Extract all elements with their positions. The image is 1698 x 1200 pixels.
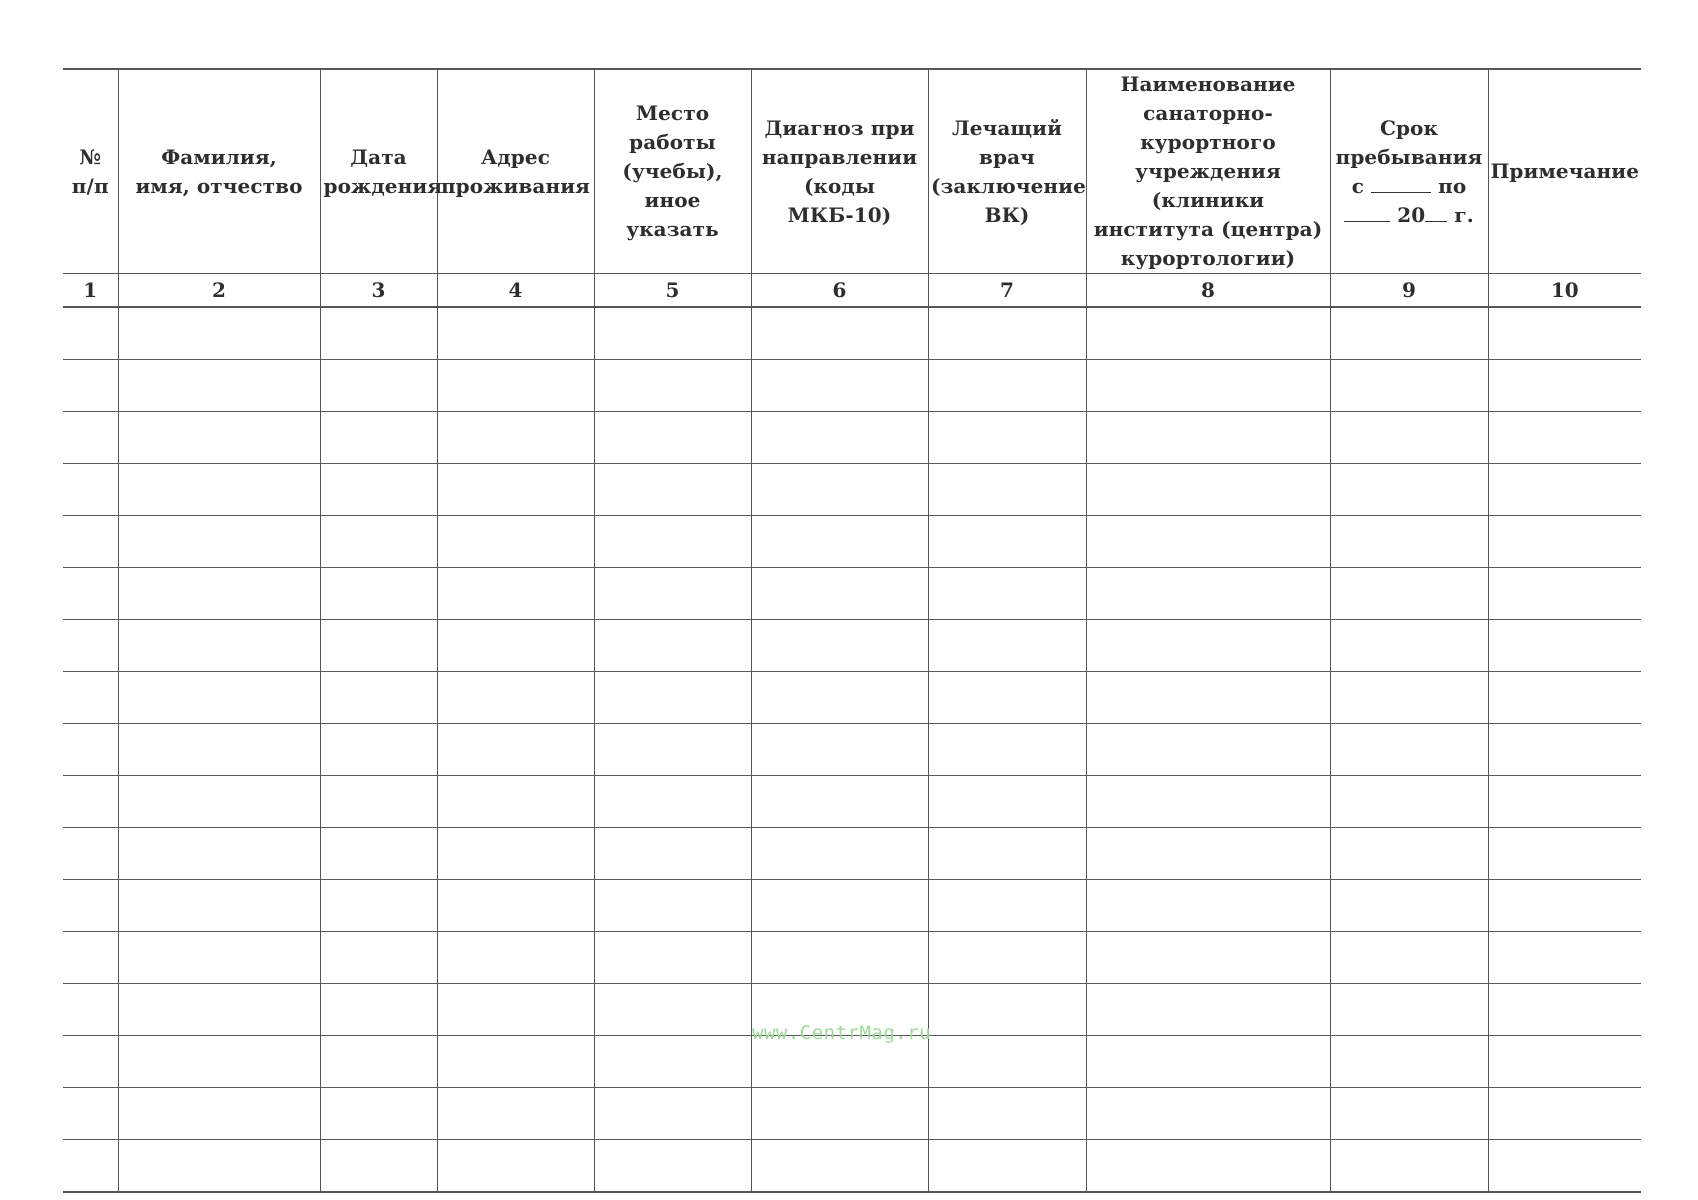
table-cell[interactable]	[1330, 412, 1488, 464]
table-cell[interactable]	[437, 1140, 594, 1193]
table-cell[interactable]	[437, 672, 594, 724]
table-cell[interactable]	[1330, 516, 1488, 568]
table-cell[interactable]	[928, 620, 1086, 672]
table-cell[interactable]	[437, 464, 594, 516]
table-cell[interactable]	[437, 984, 594, 1036]
table-cell[interactable]	[1488, 516, 1641, 568]
table-cell[interactable]	[320, 984, 437, 1036]
table-cell[interactable]	[1330, 724, 1488, 776]
header-row	[63, 69, 1641, 274]
col-number-1: 1	[63, 274, 118, 308]
table-cell[interactable]	[118, 412, 320, 464]
table-row	[63, 620, 1641, 672]
table-cell[interactable]	[1488, 776, 1641, 828]
table-cell[interactable]	[1330, 984, 1488, 1036]
col-header-sanatorium-text: Наименование санаторно-курортного учреждения (клиники института (центра) курортологии)	[1093, 72, 1323, 270]
table-cell[interactable]	[63, 724, 118, 776]
table-row	[63, 932, 1641, 984]
table-cell[interactable]	[1488, 1140, 1641, 1193]
table-cell[interactable]	[320, 1036, 437, 1088]
table-cell[interactable]	[320, 516, 437, 568]
table-cell[interactable]	[1086, 880, 1330, 932]
table-cell[interactable]	[437, 880, 594, 932]
table-cell[interactable]	[1488, 672, 1641, 724]
table-row	[63, 1140, 1641, 1193]
stay-period-year-blank	[1425, 203, 1447, 222]
table-cell[interactable]	[118, 984, 320, 1036]
table-cell[interactable]	[594, 1088, 751, 1140]
table-cell[interactable]	[751, 568, 928, 620]
table-cell[interactable]	[1488, 568, 1641, 620]
table-cell[interactable]	[1086, 464, 1330, 516]
table-cell[interactable]	[1488, 360, 1641, 412]
table-cell[interactable]	[1488, 1036, 1641, 1088]
table-cell[interactable]	[928, 724, 1086, 776]
table-cell[interactable]	[320, 776, 437, 828]
table-cell[interactable]	[118, 1140, 320, 1193]
table-cell[interactable]	[118, 1036, 320, 1088]
table-cell[interactable]	[1330, 880, 1488, 932]
table-row	[63, 724, 1641, 776]
stay-period-to-label: по	[1438, 173, 1467, 198]
table-cell[interactable]	[320, 1088, 437, 1140]
table-cell[interactable]	[751, 464, 928, 516]
table-row	[63, 412, 1641, 464]
stay-period-year-prefix: 20	[1397, 202, 1426, 227]
table-cell[interactable]	[1488, 984, 1641, 1036]
table-cell[interactable]	[594, 932, 751, 984]
table-cell[interactable]	[118, 464, 320, 516]
col-header-diagnosis	[751, 69, 928, 274]
table-row	[63, 307, 1641, 360]
table-cell[interactable]	[928, 412, 1086, 464]
col-number-8: 8	[1086, 274, 1330, 308]
col-header-stay-period	[1330, 69, 1488, 274]
table-cell[interactable]	[320, 932, 437, 984]
stay-period-from-blank	[1371, 174, 1431, 193]
table-cell[interactable]	[320, 307, 437, 360]
col-header-number	[63, 69, 118, 274]
table-cell[interactable]	[1330, 776, 1488, 828]
col-number-4: 4	[437, 274, 594, 308]
stay-period-line2: пребывания	[1335, 144, 1483, 169]
table-cell[interactable]	[320, 568, 437, 620]
table-cell[interactable]	[751, 932, 928, 984]
table-cell[interactable]	[1086, 307, 1330, 360]
stay-period-line4	[1331, 201, 1488, 230]
stay-period-year-suffix: г.	[1454, 202, 1474, 227]
table-cell[interactable]	[437, 932, 594, 984]
table-cell[interactable]	[594, 1036, 751, 1088]
table-cell[interactable]	[63, 776, 118, 828]
table-cell[interactable]	[437, 776, 594, 828]
table-cell[interactable]	[594, 880, 751, 932]
table-row	[63, 672, 1641, 724]
col-header-full-name-text: Фамилия, имя, отчество	[135, 144, 303, 198]
table-cell[interactable]	[1086, 620, 1330, 672]
table-cell[interactable]	[594, 516, 751, 568]
col-number-7: 7	[928, 274, 1086, 308]
col-number-2: 2	[118, 274, 320, 308]
table-cell[interactable]	[751, 880, 928, 932]
table-cell[interactable]	[437, 828, 594, 880]
table-cell[interactable]	[118, 724, 320, 776]
table-cell[interactable]	[1086, 1036, 1330, 1088]
table-cell[interactable]	[928, 568, 1086, 620]
table-cell[interactable]	[928, 776, 1086, 828]
table-cell[interactable]	[1330, 1036, 1488, 1088]
stay-period-from-label: с	[1351, 173, 1364, 198]
table-cell[interactable]	[63, 464, 118, 516]
col-number-5: 5	[594, 274, 751, 308]
watermark: www.CentrMag.ru	[752, 1022, 932, 1044]
table-cell[interactable]	[63, 672, 118, 724]
col-header-doctor-text: Лечащий врач (заключение ВК)	[931, 115, 1086, 227]
table-cell[interactable]	[118, 672, 320, 724]
table-cell[interactable]	[751, 360, 928, 412]
table-cell[interactable]	[928, 828, 1086, 880]
stay-period-to-blank	[1344, 203, 1390, 222]
table-cell[interactable]	[928, 672, 1086, 724]
table-cell[interactable]	[1330, 672, 1488, 724]
table-cell[interactable]	[1086, 776, 1330, 828]
table-row	[63, 828, 1641, 880]
table-cell[interactable]	[437, 412, 594, 464]
table-cell[interactable]	[63, 307, 118, 360]
table-cell[interactable]	[928, 880, 1086, 932]
table-cell[interactable]	[1086, 516, 1330, 568]
table-cell[interactable]	[1330, 360, 1488, 412]
table-cell[interactable]	[118, 620, 320, 672]
table-cell[interactable]	[928, 516, 1086, 568]
table-cell[interactable]	[118, 932, 320, 984]
table-cell[interactable]	[118, 880, 320, 932]
table-cell[interactable]	[437, 1036, 594, 1088]
table-cell[interactable]	[63, 984, 118, 1036]
table-cell[interactable]	[1086, 568, 1330, 620]
col-header-sanatorium	[1086, 69, 1330, 274]
table-cell[interactable]	[63, 620, 118, 672]
col-number-6: 6	[751, 274, 928, 308]
table-cell[interactable]	[437, 516, 594, 568]
stay-period-line3	[1331, 172, 1488, 201]
col-header-birth-date	[320, 69, 443, 274]
table-cell[interactable]	[594, 776, 751, 828]
table-cell[interactable]	[594, 464, 751, 516]
table-cell[interactable]	[928, 360, 1086, 412]
table-cell[interactable]	[437, 620, 594, 672]
col-number-10: 10	[1488, 274, 1641, 308]
table-cell[interactable]	[1330, 932, 1488, 984]
table-cell[interactable]	[594, 360, 751, 412]
table-cell[interactable]	[1086, 828, 1330, 880]
col-header-address	[437, 69, 594, 274]
table-cell[interactable]	[1488, 1088, 1641, 1140]
table-body	[63, 307, 1641, 1192]
table-cell[interactable]	[751, 724, 928, 776]
table-cell[interactable]	[437, 1088, 594, 1140]
table-cell[interactable]	[1330, 568, 1488, 620]
table-cell[interactable]	[751, 620, 928, 672]
table-cell[interactable]	[1086, 1140, 1330, 1193]
table-cell[interactable]	[1488, 464, 1641, 516]
table-cell[interactable]	[594, 724, 751, 776]
table-cell[interactable]	[118, 776, 320, 828]
table-cell[interactable]	[1330, 1088, 1488, 1140]
table-cell[interactable]	[928, 1140, 1086, 1193]
table-cell[interactable]	[751, 1088, 928, 1140]
table-cell[interactable]	[1488, 932, 1641, 984]
table-cell[interactable]	[320, 880, 437, 932]
table-cell[interactable]	[1488, 412, 1641, 464]
table-row	[63, 776, 1641, 828]
table-row	[63, 360, 1641, 412]
table-cell[interactable]	[320, 360, 437, 412]
table-cell[interactable]	[437, 307, 594, 360]
table-cell[interactable]	[320, 1140, 437, 1193]
table-cell[interactable]	[1086, 1088, 1330, 1140]
table-cell[interactable]	[320, 724, 437, 776]
table-cell[interactable]	[751, 776, 928, 828]
table-cell[interactable]	[63, 932, 118, 984]
table-cell[interactable]	[1086, 932, 1330, 984]
col-header-number-text: № п/п	[71, 144, 109, 198]
table-cell[interactable]	[118, 360, 320, 412]
table-cell[interactable]	[751, 516, 928, 568]
table-cell[interactable]	[594, 672, 751, 724]
table-cell[interactable]	[928, 1088, 1086, 1140]
table-cell[interactable]	[928, 984, 1086, 1036]
table-cell[interactable]	[437, 568, 594, 620]
table-cell[interactable]	[1086, 984, 1330, 1036]
table-cell[interactable]	[751, 828, 928, 880]
table-cell[interactable]	[320, 620, 437, 672]
stay-period-line1: Срок	[1379, 115, 1439, 140]
table-cell[interactable]	[751, 1140, 928, 1193]
table-cell[interactable]	[1086, 672, 1330, 724]
table-cell[interactable]	[118, 828, 320, 880]
table-cell[interactable]	[1330, 828, 1488, 880]
table-cell[interactable]	[1330, 307, 1488, 360]
table-cell[interactable]	[1330, 620, 1488, 672]
table-cell[interactable]	[1488, 307, 1641, 360]
table-cell[interactable]	[1488, 724, 1641, 776]
col-header-workplace-text: Место работы (учебы), иное указать	[622, 101, 723, 241]
table-cell[interactable]	[928, 932, 1086, 984]
table-cell[interactable]	[437, 724, 594, 776]
table-cell[interactable]	[63, 568, 118, 620]
table-cell[interactable]	[1330, 464, 1488, 516]
table-cell[interactable]	[118, 307, 320, 360]
table-cell[interactable]	[63, 360, 118, 412]
table-cell[interactable]	[63, 1036, 118, 1088]
table-cell[interactable]	[118, 568, 320, 620]
table-cell[interactable]	[1086, 412, 1330, 464]
table-row	[63, 880, 1641, 932]
table-cell[interactable]	[928, 307, 1086, 360]
col-header-note-text: Примечание	[1490, 159, 1640, 183]
table-cell[interactable]	[594, 620, 751, 672]
table-cell[interactable]	[320, 464, 437, 516]
table-cell[interactable]	[1086, 360, 1330, 412]
table-cell[interactable]	[594, 1140, 751, 1193]
table-cell[interactable]	[118, 1088, 320, 1140]
table-cell[interactable]	[63, 828, 118, 880]
col-header-workplace	[594, 69, 751, 274]
col-header-note	[1488, 69, 1641, 274]
table-cell[interactable]	[928, 1036, 1086, 1088]
table-cell[interactable]	[320, 412, 437, 464]
table-cell[interactable]	[118, 516, 320, 568]
col-header-birth-date-text: Дата рождения	[323, 144, 443, 198]
table-cell[interactable]	[63, 1140, 118, 1193]
col-header-diagnosis-text: Диагноз при направлении (коды МКБ-10)	[761, 115, 918, 227]
table-row	[63, 1088, 1641, 1140]
col-number-9: 9	[1330, 274, 1488, 308]
table-cell[interactable]	[751, 307, 928, 360]
table-cell[interactable]	[928, 464, 1086, 516]
col-header-doctor	[928, 69, 1086, 274]
table-cell[interactable]	[594, 307, 751, 360]
table-row	[63, 568, 1641, 620]
table-cell[interactable]	[63, 412, 118, 464]
col-header-address-text: Адрес проживания	[440, 144, 591, 198]
table-cell[interactable]	[437, 360, 594, 412]
table-cell[interactable]	[1330, 1140, 1488, 1193]
table-cell[interactable]	[594, 568, 751, 620]
table-cell[interactable]	[594, 984, 751, 1036]
table-cell[interactable]	[320, 828, 437, 880]
table-cell[interactable]	[594, 412, 751, 464]
table-cell[interactable]	[1488, 620, 1641, 672]
table-cell[interactable]	[1488, 828, 1641, 880]
table-cell[interactable]	[751, 672, 928, 724]
table-cell[interactable]	[594, 828, 751, 880]
column-number-row	[63, 274, 1641, 308]
table-cell[interactable]	[751, 412, 928, 464]
col-header-full-name	[118, 69, 320, 274]
table-cell[interactable]	[63, 516, 118, 568]
table-cell[interactable]	[1086, 724, 1330, 776]
table-cell[interactable]	[63, 1088, 118, 1140]
table-cell[interactable]	[63, 880, 118, 932]
col-number-3: 3	[320, 274, 437, 308]
table-cell[interactable]	[320, 672, 437, 724]
table-cell[interactable]	[1488, 880, 1641, 932]
table-row	[63, 464, 1641, 516]
table-row	[63, 516, 1641, 568]
